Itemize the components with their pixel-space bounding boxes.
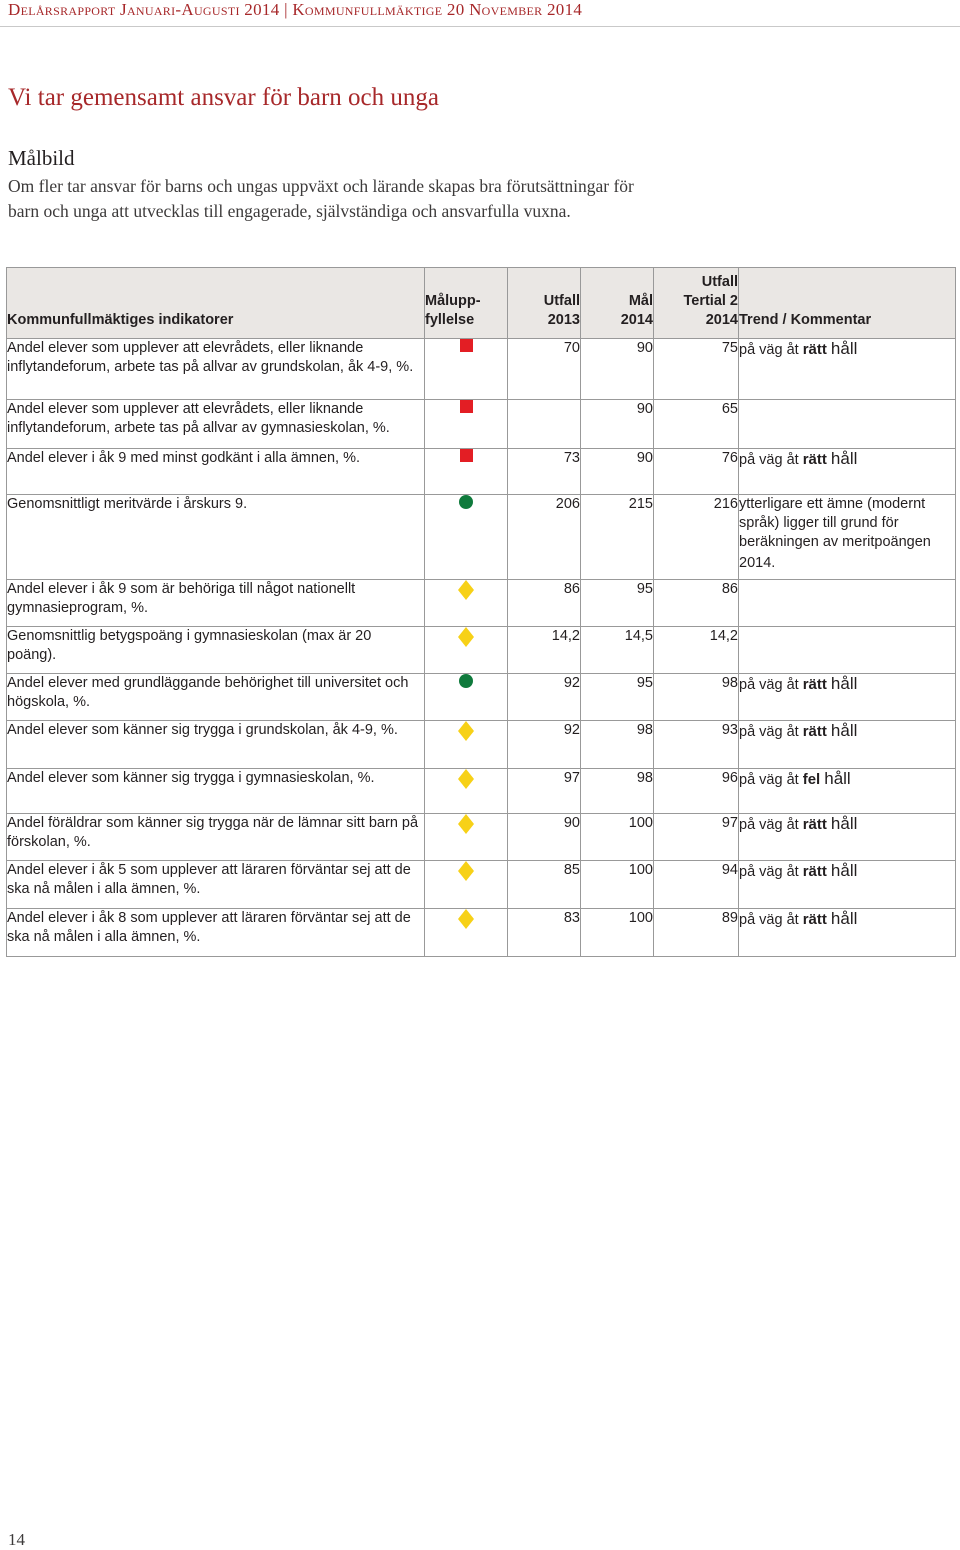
utfall-2013-value: 70 [508,339,581,400]
trend-lead-text: på väg åt [739,912,799,928]
tertial-2014-value: 93 [654,721,739,769]
trend-lead-text: på väg åt [739,677,799,693]
trend-comment [739,769,956,814]
table-row [7,449,956,495]
indicator-text: Andel elever i åk 9 som är behöriga till något nationellt gymnasieprogram, %. [7,580,425,627]
trend-lead-text: på väg åt [739,342,799,358]
trend-tail-text: håll [830,339,858,358]
trend-comment [739,909,956,957]
table-row [7,769,956,814]
mal-2014-value: 95 [581,674,654,721]
utfall-2013-value: 83 [508,909,581,957]
trend-comment [739,449,956,495]
status-cell [425,861,508,909]
green-circle-icon [459,495,473,509]
mal-2014-value: 90 [581,339,654,400]
trend-lead-text: på väg åt [739,724,799,740]
table-row [7,861,956,909]
indicator-text: Andel föräldrar som känner sig trygga när de lämnar sitt barn på förskolan, %. [7,814,425,861]
utfall-2013-value: 86 [508,580,581,627]
header-divider [0,26,960,27]
tertial-2014-value: 76 [654,449,739,495]
trend-direction: rätt [802,863,827,880]
mal-2014-value: 98 [581,721,654,769]
table-header-row [7,268,956,339]
trend-direction: rätt [802,676,827,693]
table-row [7,400,956,449]
trend-comment [739,721,956,769]
trend-comment [739,580,956,627]
trend-tail-text: håll [830,674,858,693]
malbild-text: Om fler tar ansvar för barns och ungas uppväxt och lärande skapas bra förutsättningar för barn och unga att utvecklas till engagerade, självständiga och ansvarfulla vuxna. [8,176,634,221]
header-report-title: Delårsrapport Januari-Augusti 2014 [8,0,280,19]
tertial-2014-value: 75 [654,339,739,400]
tertial-2014-value: 86 [654,580,739,627]
status-cell [425,627,508,674]
trend-lead-text: på väg åt [739,452,799,468]
indicator-text: Genomsnittlig betygspoäng i gymnasieskolan (max är 20 poäng). [7,627,425,674]
utfall-2013-value: 206 [508,495,581,580]
header-indicator: Kommunfullmäktiges indikatorer [7,268,425,339]
tertial-2014-value: 14,2 [654,627,739,674]
table-row [7,495,956,580]
yellow-diamond-icon [458,909,474,929]
mal-2014-value: 14,5 [581,627,654,674]
indicator-text: Andel elever i åk 8 som upplever att läraren förväntar sej att de ska nå målen i alla ämnen, %. [7,909,425,957]
tertial-2014-value: 216 [654,495,739,580]
mal-2014-value: 100 [581,861,654,909]
mal-2014-value: 90 [581,449,654,495]
yellow-diamond-icon [458,814,474,834]
indicator-text: Genomsnittligt meritvärde i årskurs 9. [7,495,425,580]
red-square-icon [460,449,473,462]
table-row [7,580,956,627]
tertial-2014-value: 97 [654,814,739,861]
mal-2014-value: 100 [581,909,654,957]
tertial-2014-value: 89 [654,909,739,957]
section-title: Vi tar gemensamt ansvar för barn och unga [8,84,439,111]
status-cell [425,769,508,814]
status-cell [425,400,508,449]
trend-direction: rätt [802,341,827,358]
utfall-2013-value: 85 [508,861,581,909]
trend-comment [739,814,956,861]
trend-direction: rätt [802,451,827,468]
status-cell [425,580,508,627]
trend-tail-text: håll [830,721,858,740]
table-row [7,674,956,721]
status-cell [425,909,508,957]
tertial-2014-value: 65 [654,400,739,449]
indicator-text: Andel elever som upplever att elevrådets, eller liknande inflytandeforum, arbete tas på allvar av grundskolan, åk 4-9, %. [7,339,425,400]
page-number: 14 [8,1530,25,1549]
yellow-diamond-icon [458,861,474,881]
red-square-icon [460,400,473,413]
trend-direction: fel [802,771,821,788]
status-cell [425,674,508,721]
trend-comment [739,495,956,580]
utfall-2013-value: 92 [508,674,581,721]
trend-comment [739,339,956,400]
tertial-2014-value: 98 [654,674,739,721]
trend-direction: rätt [802,911,827,928]
yellow-diamond-icon [458,627,474,647]
indicator-text: Andel elever med grundläggande behörighet till universitet och högskola, %. [7,674,425,721]
status-cell [425,721,508,769]
table-row [7,339,956,400]
mal-2014-value: 95 [581,580,654,627]
trend-tail-text: håll [830,909,858,928]
trend-direction: rätt [802,816,827,833]
status-cell [425,339,508,400]
table-row [7,721,956,769]
header-separator: | [284,0,288,19]
tertial-2014-value: 94 [654,861,739,909]
trend-lead-text: ytterligare ett ämne (modernt språk) ligger till grund för beräkningen av meritpoängen 2014. [739,496,931,571]
trend-lead-text: på väg åt [739,817,799,833]
status-cell [425,495,508,580]
mal-2014-value: 215 [581,495,654,580]
header-utfall-2013: Utfall 2013 [508,268,581,339]
status-cell [425,449,508,495]
table-row [7,627,956,674]
utfall-2013-value: 14,2 [508,627,581,674]
status-cell [425,814,508,861]
red-square-icon [460,339,473,352]
utfall-2013-value: 97 [508,769,581,814]
utfall-2013-value: 92 [508,721,581,769]
trend-tail-text: håll [830,814,858,833]
trend-comment [739,627,956,674]
tertial-2014-value: 96 [654,769,739,814]
utfall-2013-value: 90 [508,814,581,861]
mal-2014-value: 98 [581,769,654,814]
mal-2014-value: 90 [581,400,654,449]
utfall-2013-value [508,400,581,449]
indicator-text: Andel elever som upplever att elevrådets, eller liknande inflytandeforum, arbete tas på allvar av gymnasieskolan, %. [7,400,425,449]
header-utfall-tertial: Utfall Tertial 2 2014 [654,268,739,339]
green-circle-icon [459,674,473,688]
utfall-2013-value: 73 [508,449,581,495]
header-maluppfyllelse: Målupp- fyllelse [425,268,508,339]
trend-comment [739,400,956,449]
mal-2014-value: 100 [581,814,654,861]
trend-comment [739,674,956,721]
indicator-table [6,267,956,957]
indicator-text: Andel elever som känner sig trygga i grundskolan, åk 4-9, %. [7,721,425,769]
header-meeting-title: Kommunfullmäktige 20 November 2014 [292,0,583,19]
yellow-diamond-icon [458,580,474,600]
trend-comment [739,861,956,909]
trend-direction: rätt [802,723,827,740]
header-mal-2014: Mål 2014 [581,268,654,339]
table-row [7,814,956,861]
trend-tail-text: håll [824,769,851,788]
malbild-heading: Målbild [8,146,75,170]
header-trend: Trend / Kommentar [739,268,956,339]
trend-lead-text: på väg åt [739,772,799,788]
trend-tail-text: håll [830,861,858,880]
indicator-text: Andel elever i åk 9 med minst godkänt i alla ämnen, %. [7,449,425,495]
indicator-text: Andel elever som känner sig trygga i gymnasieskolan, %. [7,769,425,814]
yellow-diamond-icon [458,721,474,741]
yellow-diamond-icon [458,769,474,789]
table-row [7,909,956,957]
trend-lead-text: på väg åt [739,864,799,880]
indicator-text: Andel elever i åk 5 som upplever att läraren förväntar sej att de ska nå målen i alla ämnen, %. [7,861,425,909]
running-header [8,0,582,20]
trend-tail-text: håll [830,449,858,468]
